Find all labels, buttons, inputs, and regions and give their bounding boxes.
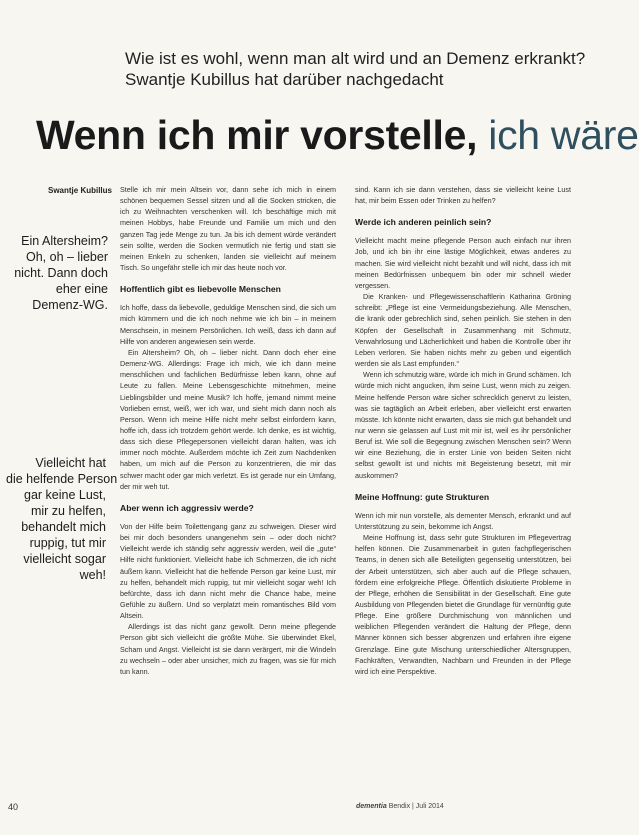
body-paragraph: Vielleicht macht meine pflegende Person auch einfach nur ihren Job, und ich bin ihr eine lästige Möglichkeit, etwas anderes zu machen. Sie wird vielleicht nicht bezahlt und will nicht, dass ich mit meinen Bedürfnissen unbequem bin oder mir schnell wieder vergessen. [355, 236, 571, 290]
body-paragraph: Die Kranken- und Pflegewissenschaftlerin Katharina Gröning schreibt: „Pflege ist eine Vermeidungsbeziehung. Alle Menschen, die krank oder gebrechlich sind, sehen peinlich. Sie stehen in den Köpfen der Gesellschaft in Zusammenhang mit Schmutz, Verwahrlosung und Lächerlichkeit und haben die Kontrolle über ihr Leben verloren. Sie haben nichts mehr zu geben und eigentlich werden sie als Last empfunden.“ [355, 292, 571, 369]
section-heading: Meine Hoffnung: gute Strukturen [355, 491, 490, 502]
body-column-1 [120, 184, 336, 788]
body-paragraph: Allerdings ist das nicht ganz gewollt. Denn meine pflegende Person gibt sich vielleicht die größte Mühe. Sie überwindet Ekel, Scham und Angst. Vielleicht ist sie dann verärgert, mir die Windeln zu wechseln – oder aber unsicher, mich zu fragen, was sie für mich tun kann. [120, 622, 336, 676]
body-paragraph: Wenn ich schmutzig wäre, würde ich mich in Grund schämen. Ich würde mich nicht angucken, ihm seine Lust, wenn mich zu zeigen. Meine helfende Person wäre sicher schrecklich genervt zu leisten, was sie tagtäglich an Arbeit erleben, aber vielleicht erst erwarten müsste. Ich könnte nicht erwarten, dass sie mich gut behandelt und nur wenn sie gelassen auf Lust mit mir ist, weil es ihr persönlicher Beruf ist. Wie soll die Begegnung zwischen Menschen sein? Wenn wir eine Beziehung, die in erster Linie von beiden Seiten nicht selbst gewollt ist und nichts mit Begeisterung besetzt, mit mir auskommen? [355, 370, 571, 480]
body-paragraph: Stelle ich mir mein Altsein vor, dann sehe ich mich in einem schönen bequemen Sessel sitzen und all die Socken stricken, die ich zu Weihnachten verschenken will. Ich beschäftige mich mit meinen Hobbys, habe Freunde und Familie um mich und den ganzen Tag jede Menge zu tun. Ja bis ich dement würde verändert sein sollte, werden die Socken vermutlich nie fertig und statt sie meinen Enkeln zu schenken, landen sie vielleicht auf meinem Tisch. So ungefähr stelle ich mir das heute noch vor. [120, 185, 336, 273]
pull-quote-2-line: ruppig, tut mir [29, 536, 106, 550]
issue-info: Bendix | Juli 2014 [388, 803, 444, 810]
pull-quote-1-line: nicht. Dann doch [14, 266, 108, 280]
pull-quote-1-line: Oh, oh – lieber [26, 250, 108, 264]
pull-quote-2-line: gar keine Lust, [24, 488, 106, 502]
headline-bold: Wenn ich mir vorstelle, [36, 112, 478, 158]
section-heading: Werde ich anderen peinlich sein? [355, 217, 492, 228]
pull-quote-1-line: Ein Altersheim? [21, 234, 108, 248]
author-name: Swantje Kubillus [47, 186, 112, 195]
section-heading: Aber wenn ich aggressiv werde? [120, 502, 254, 513]
pull-quote-2-line: mir zu helfen, [30, 504, 106, 518]
magazine-name: dementia [356, 803, 387, 810]
body-paragraph: sind. Kann ich sie dann verstehen, dass sie vielleicht keine Lust hat, mir beim Essen oder Trinken zu helfen? [355, 185, 571, 206]
pull-quote-2-line: Vielleicht hat [35, 456, 106, 470]
pull-quote-2-line: vielleicht sogar [23, 552, 106, 566]
pull-quote-1 [8, 233, 108, 313]
magazine-footer [356, 803, 444, 810]
pull-quote-1-line: eher eine [55, 282, 108, 296]
body-paragraph: Meine Hoffnung ist, dass sehr gute Strukturen im Pflegevertrag helfen können. Die Zusammenarbeit in guten fachpflegerischen Teams, in denen sich alle Beteiligten gegenseitig unterstützen, bei der Arbeit unterstützen, sich aber auch auf die Pflege schauen, fördern eine erfolgreiche Pflege. Öffentlich diskutierte Probleme in der Pflege, erhöhen die Sensibilität in der Gesellschaft. Eine gute Ausbildung von Pflegenden bietet die Grundlage für vernünftig gute Pflege. Eine größere Durchmischung von männlichen und weiblichen Pflegenden verändert die Haltung der Pflege, denn Männer können sich besser abgrenzen und erfahren ihre eigene Grenzlage. Eine gute Mischung unterschiedlicher Altersgruppen, Fachkräften, Verwandten, Nachbarn und Freunden in der Pflege wird ich eine Perspektive. [355, 533, 571, 676]
body-paragraph: Ein Altersheim? Oh, oh – lieber nicht. Dann doch eher eine Demenz-WG. Allerdings: Frage ich mich, wie ich dann meine menschlichen und fachlichen Bedürfnisse leben kann, ohne auf Leute zu fallen. Meine Lebensgeschichte mitnehmen, meine Lieblingsbilder und meine Musik? Ich hoffe, jemand nimmt meine Vorlieben ernst, weiß, wer ich war, und sieht mich dann noch als Person. Wenn ich meine Hilfe nicht mehr selbst einfordern kann, hoffe ich, dass ich trotzdem gehört werde. Ich denke, es ist wichtig, dass sich diese Pflegepersonen vielleicht daran halten, was ich immer noch möchte. Außerdem möchte ich Zeit zum Nachdenken haben, um mich auf die Person zu konzentrieren, die mir das schwer macht oder gar mich verletzt. Es ist gerade nur ein Umfang, der mir weh tut. [120, 347, 336, 491]
subtitle-line-2: Swantje Kubillus hat darüber nachgedacht [125, 70, 444, 89]
subtitle-line-1: Wie ist es wohl, wenn man alt wird und an Demenz erkrankt? [125, 49, 586, 68]
pull-quote-2 [6, 455, 118, 583]
body-column-2 [355, 184, 571, 788]
article-subtitle [125, 48, 595, 90]
body-paragraph: Wenn ich mir nun vorstelle, als dementer Mensch, erkrankt und auf Unterstützung zu sein, bekomme ich Angst. [355, 510, 571, 531]
body-paragraph: Von der Hilfe beim Toilettengang ganz zu schweigen. Dieser wird bei mir doch besonders unangenehm sein – oder doch nicht? Vielleicht werde ich ständig sehr aggressiv werden, weil die „gute“ Hilfe nicht funktioniert. Vielleicht habe ich Schmerzen, die ich nicht äußern kann. Vielleicht hat die helfende Person gar keine Lust, mir zu helfen, behandelt mich ruppig, tut mir vielleicht sogar weh! Ich befürchte, dass ich dann nicht mehr die Chance habe, meine Gefühle zu äußern. Und so verplatzt mein romantisches Bild vom Altsein. [120, 521, 336, 621]
pull-quote-2-line: behandelt mich [21, 520, 106, 534]
pull-quote-2-line: weh! [79, 568, 106, 582]
pull-quote-2-line: die helfende Person [6, 472, 118, 486]
pull-quote-1-line: Demenz-WG. [32, 298, 108, 312]
article-headline [36, 112, 639, 159]
page-number: 40 [8, 802, 19, 812]
section-heading: Hoffentlich gibt es liebevolle Menschen [120, 284, 281, 295]
body-paragraph: Ich hoffe, dass da liebevolle, geduldige Menschen sind, die sich um mich kümmern und die ich noch nehme wie ich bin – in meinem Menschsein, in meinem Persönlichen. Ich weiß, dass ich dann auf Hilfe von anderen angewiesen sein werde. [120, 303, 336, 346]
headline-light: ich wäre [488, 112, 639, 158]
